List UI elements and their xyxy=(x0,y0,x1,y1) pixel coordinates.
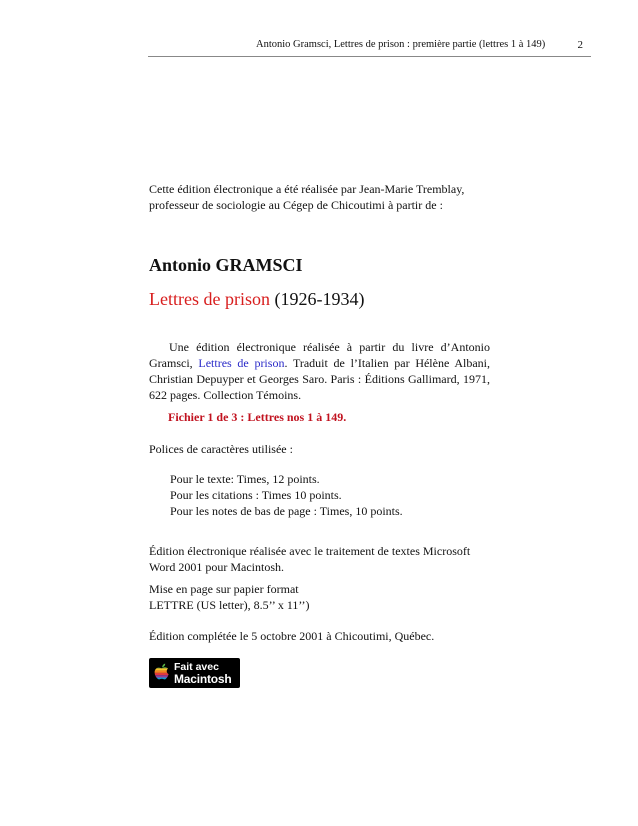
book-title-line xyxy=(149,288,364,310)
list-item: Pour les notes de bas de page : Times, 10 points. xyxy=(170,504,403,518)
list-item: Pour le texte: Times, 12 points. xyxy=(170,472,320,486)
paper-line-1: Mise en page sur papier format xyxy=(149,582,299,596)
author-name: Antonio GRAMSCI xyxy=(149,255,303,275)
fonts-list xyxy=(170,471,403,519)
running-title: Antonio Gramsci, Lettres de prison : première partie (lettres 1 à 149) xyxy=(256,39,546,50)
completion-date: Édition complétée le 5 octobre 2001 à Chicoutimi, Québec. xyxy=(149,629,435,643)
made-with-macintosh-badge xyxy=(149,658,240,688)
book-title-link[interactable]: Lettres de prison xyxy=(198,356,285,370)
page-header xyxy=(148,38,591,57)
list-item: Pour les citations : Times 10 points. xyxy=(170,488,342,502)
paper-line-2: LETTRE (US letter), 8.5’’ x 11’’) xyxy=(149,598,310,612)
word-processor-info: Édition électronique réalisée avec le traitement de textes Microsoft Word 2001 pour Macintosh. xyxy=(149,544,471,574)
file-info: Fichier 1 de 3 : Lettres nos 1 à 149. xyxy=(168,410,347,424)
edition-paragraph xyxy=(149,339,490,403)
paper-format-info xyxy=(149,581,499,613)
intro-paragraph: Cette édition électronique a été réalisée par Jean-Marie Tremblay, professeur de sociologie au Cégep de Chicoutimi à partir de : xyxy=(149,182,465,212)
fonts-heading: Polices de caractères utilisée : xyxy=(149,442,293,456)
badge-line-1: Fait avec xyxy=(174,661,219,673)
page-number: 2 xyxy=(577,39,583,51)
badge-text xyxy=(174,661,232,685)
apple-logo-icon xyxy=(153,662,171,684)
book-title: Lettres de prison xyxy=(149,289,270,309)
badge-line-2: Macintosh xyxy=(174,672,232,686)
book-years: (1926-1934) xyxy=(274,289,365,309)
edition-text-after: . Traduit de l’Italien par Hélène Albani, Christian Depuyper et Georges Saro. Paris : Éditions Gallimard, 1971, 622 pages. Collection Témoins. xyxy=(149,356,491,402)
edition-text-before: Une édition électronique réalisée à partir du livre d’Antonio Gramsci, xyxy=(149,340,490,370)
